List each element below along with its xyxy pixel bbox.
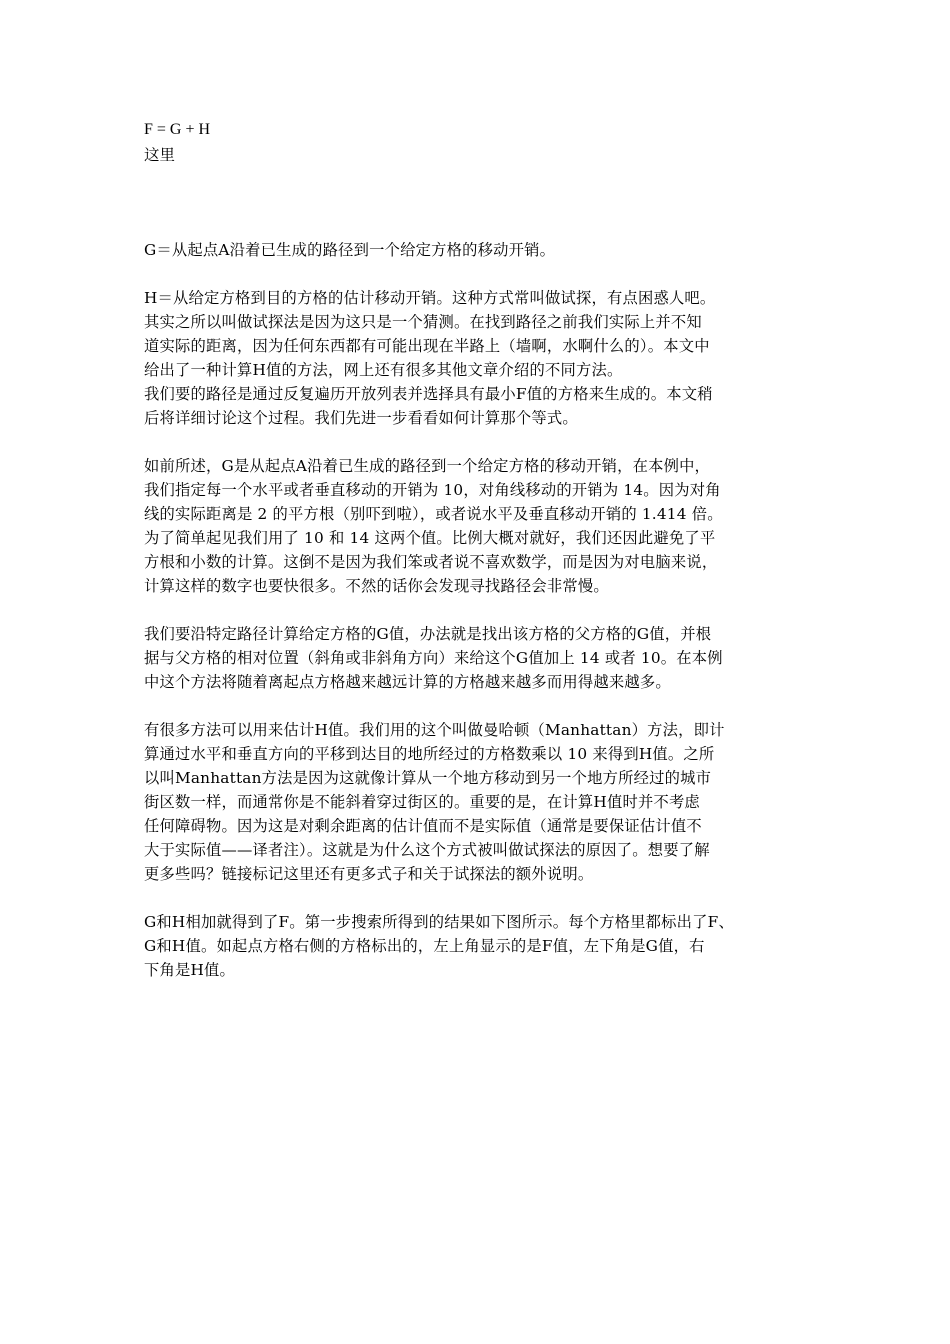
text-line: 线的实际距离是 2 的平方根（别吓到啦），或者说水平及垂直移动开销的 1.414 倍。 (144, 505, 723, 523)
text-line: G＝从起点A沿着已生成的路径到一个给定方格的移动开销。 (144, 241, 556, 259)
text-line: 有很多方法可以用来估计H值。我们用的这个叫做曼哈顿（Manhattan）方法，即计 (144, 721, 725, 739)
paragraph-g-definition (144, 238, 808, 262)
formula-note: 这里 (144, 146, 176, 164)
text-line: 方根和小数的计算。这倒不是因为我们笨或者说不喜欢数学，而是因为对电脑来说， (144, 553, 718, 571)
text-line: 道实际的距离，因为任何东西都有可能出现在半路上（墙啊，水啊什么的）。本文中 (144, 337, 710, 355)
text-line: H＝从给定方格到目的方格的估计移动开销。这种方式常叫做试探，有点困惑人吧。 (144, 289, 716, 307)
text-line: 如前所述，G是从起点A沿着已生成的路径到一个给定方格的移动开销，在本例中， (144, 457, 711, 475)
text-line: G和H相加就得到了F。第一步搜索所得到的结果如下图所示。每个方格里都标出了F、 (144, 913, 734, 931)
text-line: 后将详细讨论这个过程。我们先进一步看看如何计算那个等式。 (144, 409, 578, 427)
paragraph-f-sum (144, 910, 808, 982)
text-line: 我们要沿特定路径计算给定方格的G值，办法就是找出该方格的父方格的G值，并根 (144, 625, 712, 643)
text-line: 中这个方法将随着离起点方格越来越远计算的方格越来越多而用得越来越多。 (144, 673, 671, 691)
text-line: 任何障碍物。因为这是对剩余距离的估计值而不是实际值（通常是要保证估计值不 (144, 817, 702, 835)
text-line: 我们要的路径是通过反复遍历开放列表并选择具有最小F值的方格来生成的。本文稍 (144, 385, 713, 403)
text-line: 据与父方格的相对位置（斜角或非斜角方向）来给这个G值加上 14 或者 10。在本例 (144, 649, 723, 667)
text-line: 更多些吗？链接标记这里还有更多式子和关于试探法的额外说明。 (144, 865, 594, 883)
text-line: 算通过水平和垂直方向的平移到达目的地所经过的方格数乘以 10 来得到H值。之所 (144, 745, 715, 763)
paragraph-g-cost (144, 454, 808, 598)
text-line: 其实之所以叫做试探法是因为这只是一个猜测。在找到路径之前我们实际上并不知 (144, 313, 702, 331)
text-line: 为了简单起见我们用了 10 和 14 这两个值。比例大概对就好，我们还因此避免了平 (144, 529, 716, 547)
paragraph-g-calculation (144, 622, 808, 694)
text-line: 下角是H值。 (144, 961, 236, 979)
text-line: 我们指定每一个水平或者垂直移动的开销为 10，对角线移动的开销为 14。因为对角 (144, 481, 721, 499)
text-line: G和H值。如起点方格右侧的方格标出的，左上角显示的是F值，左下角是G值，右 (144, 937, 705, 955)
text-line: 街区数一样，而通常你是不能斜着穿过街区的。重要的是，在计算H值时并不考虑 (144, 793, 700, 811)
text-line: 以叫Manhattan方法是因为这就像计算从一个地方移动到另一个地方所经过的城市 (144, 769, 712, 787)
text-line: 给出了一种计算H值的方法，网上还有很多其他文章介绍的不同方法。 (144, 361, 623, 379)
body-text (144, 238, 808, 1006)
paragraph-manhattan (144, 718, 808, 886)
formula-equation: F = G + H (144, 121, 211, 138)
text-line: 计算这样的数字也要快很多。不然的话你会发现寻找路径会非常慢。 (144, 577, 609, 595)
text-line: 大于实际值——译者注）。这就是为什么这个方式被叫做试探法的原因了。想要了解 (144, 841, 710, 859)
paragraph-h-definition (144, 286, 808, 430)
